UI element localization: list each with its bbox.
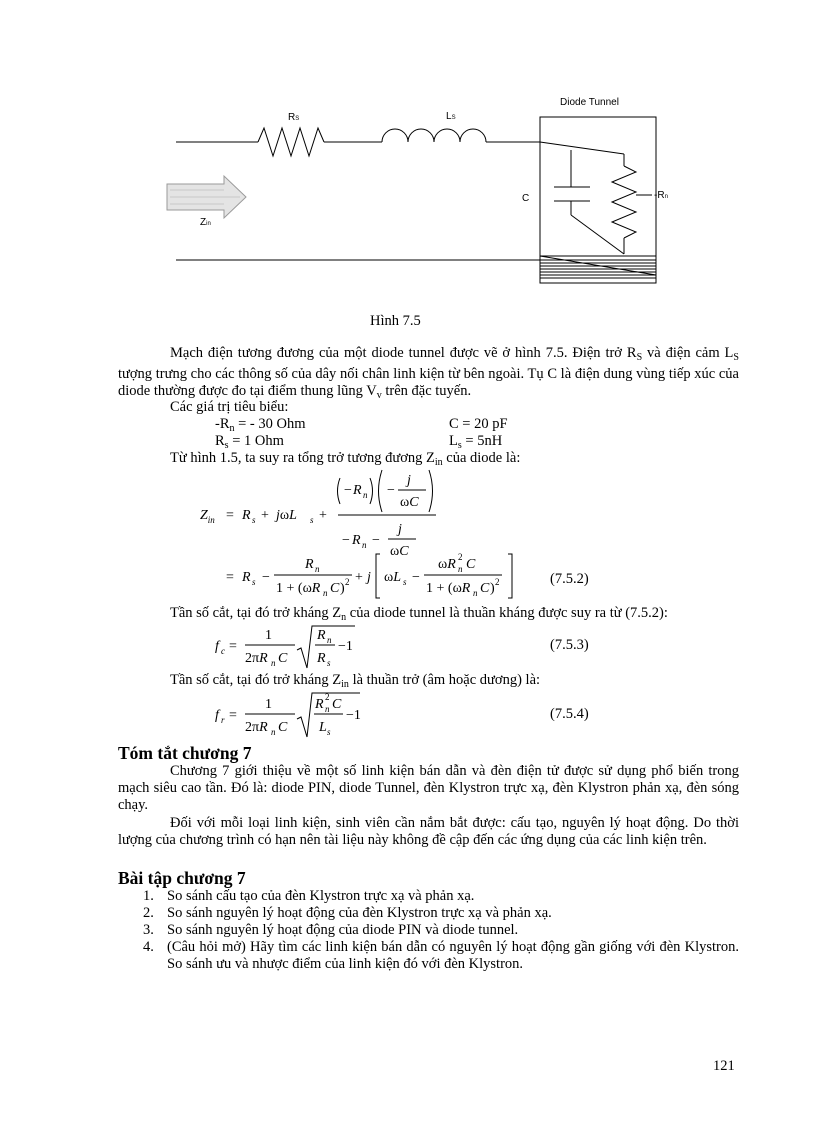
svg-text:C: C <box>330 581 340 596</box>
svg-text:−: − <box>387 483 395 498</box>
svg-text:1 + (ωR: 1 + (ωR <box>426 581 471 596</box>
svg-text:n: n <box>473 588 478 598</box>
svg-text:−: − <box>344 483 352 498</box>
svg-text:ωC: ωC <box>390 544 409 559</box>
svg-text:−: − <box>372 533 380 548</box>
svg-text:C: C <box>332 697 342 712</box>
svg-text:+: + <box>261 508 269 523</box>
svg-text:−1: −1 <box>338 639 353 654</box>
equation-fr <box>215 689 415 741</box>
svg-text:n: n <box>327 635 332 645</box>
svg-text:=: = <box>226 570 234 585</box>
svg-text:s: s <box>327 727 331 737</box>
svg-text:ωR: ωR <box>438 557 456 572</box>
svg-text:s: s <box>310 515 314 525</box>
equation-fc <box>215 622 415 672</box>
svg-text:L: L <box>319 720 327 735</box>
svg-text:R: R <box>353 483 362 498</box>
svg-text:f: f <box>215 639 219 654</box>
svg-text:r: r <box>221 715 225 725</box>
svg-text:C: C <box>278 651 288 666</box>
svg-text:C: C <box>466 557 476 572</box>
svg-text:1 + (ωR: 1 + (ωR <box>276 581 321 596</box>
equivalent-circuit-figure <box>0 0 816 310</box>
svg-text:2: 2 <box>458 552 463 562</box>
label-diode-tunnel: Diode Tunnel <box>560 97 619 108</box>
fr-intro: Tần số cắt, tại đó trở kháng $Z_{in}$ là thuần trở (âm hoặc dương) là: <box>170 672 541 690</box>
equation-number-752: (7.5.2) <box>550 571 589 587</box>
svg-text:−: − <box>342 533 350 548</box>
svg-text:Zin: $Z_{in}$ <box>200 508 215 525</box>
svg-text:1: 1 <box>265 697 272 712</box>
typical-ls: $L_s = 5nH$ <box>449 433 503 451</box>
svg-text:j: j <box>407 473 411 488</box>
exercises-heading: Bài tập chương 7 <box>118 868 246 888</box>
svg-text:n: n <box>458 564 463 574</box>
page-number: 121 <box>713 1058 735 1074</box>
paragraph-circuit-description: Mạch điện tương đương của một diode tunnel được vẽ ở hình 7.5. Điện trở $R_S$ và điện cảm $L_S$ tượng trưng cho các thông số của dây nối chân linh kiện từ bên ngoài. Tụ C là điện dung vùng tiếp xúc của diode thường được đo tại điểm thung lũng $V_v$ trên đặc tuyến. <box>118 345 739 401</box>
svg-text:n: n <box>323 588 328 598</box>
typical-rs: $R_s = 1$ Ohm <box>215 433 284 451</box>
svg-text:R: R <box>305 557 314 572</box>
svg-text:2: 2 <box>325 692 330 702</box>
svg-text:s: s <box>252 577 256 587</box>
svg-text:ωC: ωC <box>400 495 419 510</box>
list-item: 2. So sánh nguyên lý hoạt động của đèn Klystron trực xạ và phản xạ. <box>143 905 552 921</box>
svg-text:R: R <box>317 651 326 666</box>
svg-text:1: 1 <box>265 628 272 643</box>
typical-rn: $-R_n$ = - 30 Ohm <box>215 416 306 434</box>
list-item: 3. So sánh nguyên lý hoạt động của diode PIN và diode tunnel. <box>143 922 519 938</box>
svg-text:R: R <box>315 697 324 712</box>
label-rn: -Rn <box>654 190 668 201</box>
label-ls: LS <box>446 111 456 122</box>
svg-text:+: + <box>355 570 363 585</box>
exercise-list <box>143 888 739 973</box>
svg-text:R: R <box>242 508 251 523</box>
summary-paragraph-2: Đối với mỗi loại linh kiện, sinh viên cần nắm bắt được: cấu tạo, nguyên lý hoạt động. Do thời lượng của chương trình có hạn nên tài liệu này không đề cập đến các ứng dụng của các linh kiện trên. <box>118 815 739 848</box>
typical-values-heading: Các giá trị tiêu biểu: <box>170 399 289 415</box>
svg-text:n: n <box>315 564 320 574</box>
svg-text:f: f <box>215 708 219 723</box>
svg-text:jωL: jωL <box>276 508 297 523</box>
svg-text:ωL: ωL <box>384 570 402 585</box>
svg-text:c: c <box>221 646 225 656</box>
svg-text:−: − <box>262 570 270 585</box>
svg-text:n: n <box>362 540 367 550</box>
equation-zin-expanded <box>210 548 530 604</box>
svg-text:=: = <box>229 708 237 723</box>
svg-text:j: j <box>367 570 371 585</box>
label-zin: Zin <box>200 217 211 228</box>
svg-text:=: = <box>226 508 234 523</box>
svg-text:−: − <box>412 570 420 585</box>
typical-c: C = 20 pF <box>449 416 508 432</box>
svg-text:n: n <box>271 658 276 668</box>
svg-text:+: + <box>319 508 327 523</box>
figure-caption: Hình 7.5 <box>370 313 421 329</box>
fc-intro: Tần số cắt, tại đó trở kháng $Z_n$ của diode tunnel là thuần kháng được suy ra từ (7.5.2): <box>170 605 668 623</box>
svg-text:2: 2 <box>495 577 500 587</box>
svg-text:n: n <box>325 704 330 714</box>
summary-heading: Tóm tắt chương 7 <box>118 743 252 763</box>
svg-text:2πR: 2πR <box>245 720 268 735</box>
equation-number-753: (7.5.3) <box>550 637 589 653</box>
svg-text:): ) <box>490 581 495 596</box>
svg-text:C: C <box>480 581 490 596</box>
label-rs: RS <box>288 112 300 123</box>
svg-text:n: n <box>271 727 276 737</box>
svg-text:=: = <box>229 639 237 654</box>
equation-number-754: (7.5.4) <box>550 706 589 722</box>
summary-paragraph-1: Chương 7 giới thiệu về một số linh kiện bán dẫn và đèn điện tử được sử dụng phổ biến trong mạch siêu cao tần. Đó là: diode PIN, diode Tunnel, đèn Klystron trực xạ, đèn Klystron phản xạ, đèn sóng chạy. <box>118 763 739 813</box>
svg-text:2: 2 <box>345 577 350 587</box>
svg-text:s: s <box>252 515 256 525</box>
svg-text:n: n <box>363 490 368 500</box>
svg-text:C: C <box>278 720 288 735</box>
list-item: 1. So sánh cấu tạo của đèn Klystron trực xạ và phản xạ. <box>143 888 475 904</box>
svg-text:R: R <box>317 628 326 643</box>
svg-text:R: R <box>352 533 361 548</box>
svg-text:j: j <box>398 522 402 537</box>
list-item: 4. (Câu hỏi mở) Hãy tìm các linh kiện bán dẫn có nguyên lý hoạt động gần giống với đèn Klystron. So sánh ưu và nhược điểm của linh kiện đó với đèn Klystron. <box>143 939 739 972</box>
label-c: C <box>522 193 530 204</box>
svg-text:−1: −1 <box>346 708 361 723</box>
svg-text:R: R <box>242 570 251 585</box>
svg-text:s: s <box>327 658 331 668</box>
svg-text:): ) <box>340 581 345 596</box>
svg-text:2πR: 2πR <box>245 651 268 666</box>
zin-intro: Từ hình 1.5, ta suy ra tổng trở tương đương $Z_{in}$ của diode là: <box>170 450 521 468</box>
svg-text:s: s <box>403 577 407 587</box>
